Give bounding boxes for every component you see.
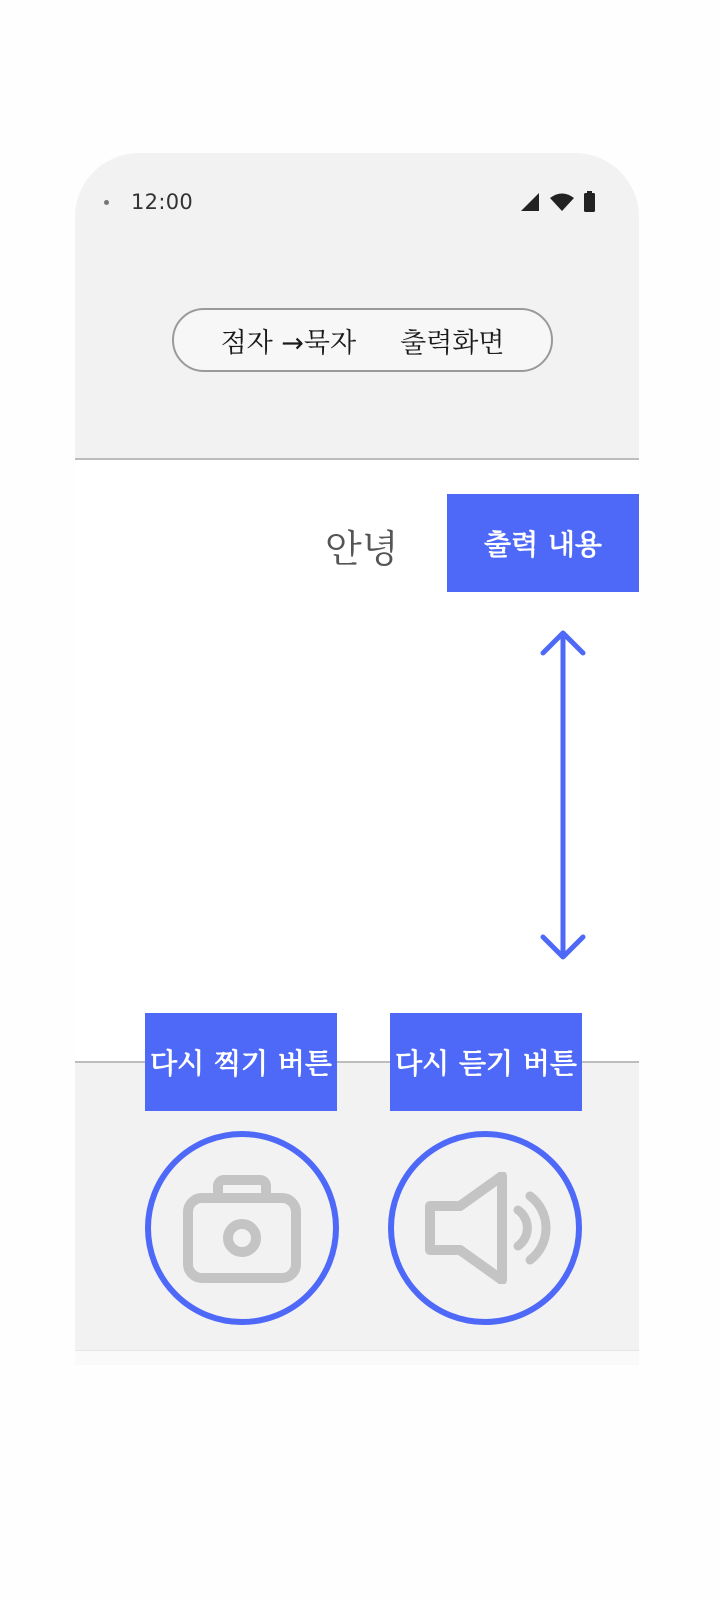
system-nav-bar — [75, 1350, 639, 1365]
retake-button-label: 다시 찍기 버튼 — [145, 1013, 337, 1111]
replay-audio-button[interactable] — [388, 1131, 582, 1325]
vertical-range-arrow-icon — [535, 625, 591, 965]
screen-title — [172, 308, 553, 372]
title-screen: 출력화면 — [400, 327, 505, 359]
top-panel — [75, 153, 639, 460]
status-time: 12:00 — [131, 190, 194, 214]
output-text: 안녕 — [325, 527, 399, 571]
battery-icon — [584, 193, 595, 212]
speaker-icon — [418, 1172, 552, 1284]
phone-frame — [75, 153, 639, 1365]
status-bar — [75, 187, 639, 217]
title-mode: 점자 →묵자 — [220, 327, 357, 359]
wifi-icon — [550, 194, 574, 212]
relisten-button-label: 다시 듣기 버튼 — [390, 1013, 582, 1111]
signal-icon — [521, 193, 539, 211]
status-icons — [519, 191, 601, 213]
notification-dot-icon — [104, 200, 109, 205]
retake-photo-button[interactable] — [145, 1131, 339, 1325]
output-content-label: 출력 내용 — [447, 494, 639, 592]
camera-icon — [180, 1172, 304, 1284]
